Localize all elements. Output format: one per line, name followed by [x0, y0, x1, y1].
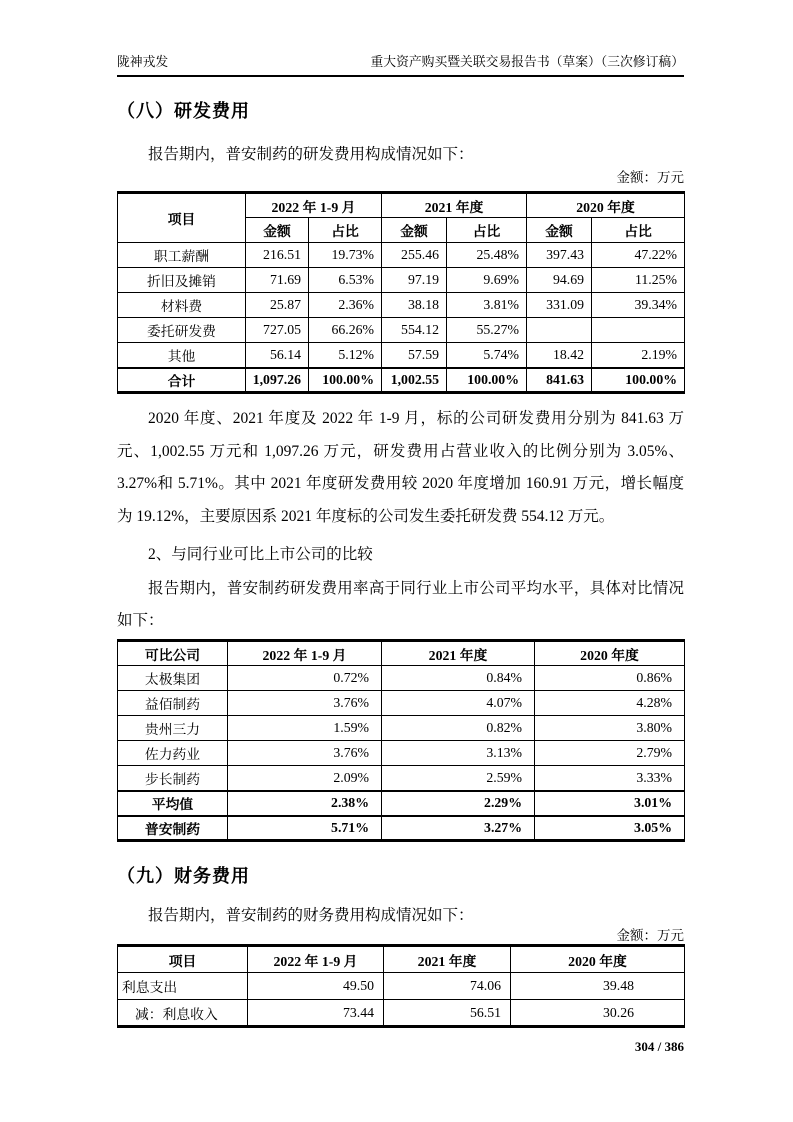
ratio-cell: 39.34%: [592, 293, 685, 318]
column-header-period: 2020 年度: [535, 641, 685, 666]
row-label: 合计: [118, 368, 246, 393]
amount-cell: 97.19: [382, 268, 447, 293]
ratio-cell: 3.33%: [535, 766, 685, 791]
table-total-row: [118, 368, 685, 393]
amount-cell: 554.12: [382, 318, 447, 343]
row-label: 折旧及摊销: [118, 268, 246, 293]
ratio-cell: 6.53%: [309, 268, 382, 293]
amount-cell: 1,097.26: [246, 368, 309, 393]
amount-cell: 38.18: [382, 293, 447, 318]
peer-comparison-intro: 报告期内，普安制药研发费用率高于同行业上市公司平均水平，具体对比情况如下：: [117, 580, 684, 629]
ratio-cell: 9.69%: [447, 268, 527, 293]
row-label: 步长制药: [118, 766, 228, 791]
table-subject-row: [118, 816, 685, 841]
finance-expense-intro: 报告期内，普安制药的财务费用构成情况如下：: [148, 907, 474, 924]
table-row: [118, 243, 685, 268]
row-label: 利息支出: [118, 973, 248, 1000]
section-title-rd-expense: （八）研发费用: [117, 101, 250, 121]
report-title: 重大资产购买暨关联交易报告书（草案）（三次修订稿）: [370, 55, 684, 69]
column-header-period: 2022 年 1-9 月: [246, 193, 382, 218]
column-header-item: 项目: [118, 193, 246, 243]
amount-cell: 397.43: [527, 243, 592, 268]
amount-cell: [527, 318, 592, 343]
doc-header: [117, 54, 684, 77]
column-header-ratio: 占比: [447, 218, 527, 243]
ratio-cell: 4.07%: [382, 691, 535, 716]
table-row: [118, 766, 685, 791]
row-label: 佐力药业: [118, 741, 228, 766]
column-header-amount: 金额: [527, 218, 592, 243]
row-label: 职工薪酬: [118, 243, 246, 268]
row-label: 平均值: [118, 791, 228, 816]
row-label: 委托研发费: [118, 318, 246, 343]
amount-cell: 49.50: [248, 973, 384, 1000]
ratio-cell: 66.26%: [309, 318, 382, 343]
amount-cell: 94.69: [527, 268, 592, 293]
ratio-cell: 3.80%: [535, 716, 685, 741]
amount-cell: 1,002.55: [382, 368, 447, 393]
amount-cell: 216.51: [246, 243, 309, 268]
ratio-cell: 100.00%: [447, 368, 527, 393]
column-header-item: 项目: [118, 946, 248, 973]
peer-comparison-table: [117, 639, 685, 842]
rd-expense-intro: 报告期内，普安制药的研发费用构成情况如下：: [148, 146, 474, 163]
ratio-cell: [592, 318, 685, 343]
ratio-cell: 0.84%: [382, 666, 535, 691]
company-short-name: 陇神戎发: [117, 55, 169, 69]
column-header-period: 2020 年度: [527, 193, 685, 218]
amount-cell: 56.14: [246, 343, 309, 368]
table-average-row: [118, 791, 685, 816]
ratio-cell: 2.38%: [228, 791, 382, 816]
amount-cell: 39.48: [511, 973, 685, 1000]
amount-cell: 57.59: [382, 343, 447, 368]
ratio-cell: 2.29%: [382, 791, 535, 816]
column-header-period: 2021 年度: [384, 946, 511, 973]
ratio-cell: 3.05%: [535, 816, 685, 841]
ratio-cell: 2.36%: [309, 293, 382, 318]
column-header-ratio: 占比: [592, 218, 685, 243]
amount-cell: 25.87: [246, 293, 309, 318]
amount-cell: 71.69: [246, 268, 309, 293]
ratio-cell: 2.09%: [228, 766, 382, 791]
rd-expense-analysis-paragraph: 2020 年度、2021 年度及 2022 年 1-9 月，标的公司研发费用分别为 841.63 万元、1,002.55 万元和 1,097.26 万元，研发费用占营业收入的比例分别为 3.05%、3.27%和 5.71%。其中 2021 年度研发费用较 2020 年度增加 160.91 万元，增长幅度为 19.12%，主要原因系 2021 年度标的公司发生委托研发费 554.12 万元。: [117, 410, 684, 525]
table-row: [118, 973, 685, 1000]
row-label: 材料费: [118, 293, 246, 318]
ratio-cell: 2.19%: [592, 343, 685, 368]
ratio-cell: 47.22%: [592, 243, 685, 268]
ratio-cell: 3.01%: [535, 791, 685, 816]
table-row: [118, 293, 685, 318]
column-header-period: 2022 年 1-9 月: [228, 641, 382, 666]
table-row: [118, 691, 685, 716]
row-label: 贵州三力: [118, 716, 228, 741]
column-header-ratio: 占比: [309, 218, 382, 243]
amount-unit-label-2: 金额：万元: [616, 928, 684, 943]
table-header-row: [118, 641, 685, 666]
amount-cell: 841.63: [527, 368, 592, 393]
column-header-period: 2022 年 1-9 月: [248, 946, 384, 973]
column-header-amount: 金额: [382, 218, 447, 243]
table-row: [118, 1000, 685, 1027]
ratio-cell: 3.76%: [228, 741, 382, 766]
row-label: 减：利息收入: [118, 1000, 248, 1027]
table-row: [118, 741, 685, 766]
ratio-cell: 0.82%: [382, 716, 535, 741]
amount-cell: 18.42: [527, 343, 592, 368]
column-header-amount: 金额: [246, 218, 309, 243]
ratio-cell: 1.59%: [228, 716, 382, 741]
ratio-cell: 5.12%: [309, 343, 382, 368]
table-row: [118, 268, 685, 293]
table-row: [118, 666, 685, 691]
ratio-cell: 55.27%: [447, 318, 527, 343]
table-row: [118, 343, 685, 368]
amount-cell: 331.09: [527, 293, 592, 318]
column-header-period: 2021 年度: [382, 193, 527, 218]
amount-cell: 255.46: [382, 243, 447, 268]
ratio-cell: 0.72%: [228, 666, 382, 691]
amount-cell: 73.44: [248, 1000, 384, 1027]
finance-expense-table: [117, 944, 685, 1028]
ratio-cell: 4.28%: [535, 691, 685, 716]
table-row: [118, 318, 685, 343]
ratio-cell: 0.86%: [535, 666, 685, 691]
ratio-cell: 25.48%: [447, 243, 527, 268]
ratio-cell: 5.74%: [447, 343, 527, 368]
section-title-finance-expense: （九）财务费用: [117, 866, 250, 886]
ratio-cell: 3.27%: [382, 816, 535, 841]
row-label: 益佰制药: [118, 691, 228, 716]
ratio-cell: 19.73%: [309, 243, 382, 268]
ratio-cell: 100.00%: [592, 368, 685, 393]
ratio-cell: 3.81%: [447, 293, 527, 318]
row-label: 其他: [118, 343, 246, 368]
column-header-company: 可比公司: [118, 641, 228, 666]
column-header-period: 2020 年度: [511, 946, 685, 973]
table-header-row: [118, 946, 685, 973]
ratio-cell: 11.25%: [592, 268, 685, 293]
amount-cell: 727.05: [246, 318, 309, 343]
ratio-cell: 2.79%: [535, 741, 685, 766]
ratio-cell: 3.13%: [382, 741, 535, 766]
ratio-cell: 5.71%: [228, 816, 382, 841]
column-header-period: 2021 年度: [382, 641, 535, 666]
table-row: [118, 716, 685, 741]
ratio-cell: 3.76%: [228, 691, 382, 716]
peer-comparison-heading: 2、与同行业可比上市公司的比较: [148, 546, 373, 563]
rd-expense-table: [117, 191, 685, 394]
amount-unit-label-1: 金额：万元: [616, 170, 684, 185]
table-header-row: [118, 193, 685, 218]
row-label: 太极集团: [118, 666, 228, 691]
page-number: 304 / 386: [634, 1039, 684, 1054]
amount-cell: 74.06: [384, 973, 511, 1000]
amount-cell: 56.51: [384, 1000, 511, 1027]
ratio-cell: 100.00%: [309, 368, 382, 393]
ratio-cell: 2.59%: [382, 766, 535, 791]
amount-cell: 30.26: [511, 1000, 685, 1027]
row-label: 普安制药: [118, 816, 228, 841]
